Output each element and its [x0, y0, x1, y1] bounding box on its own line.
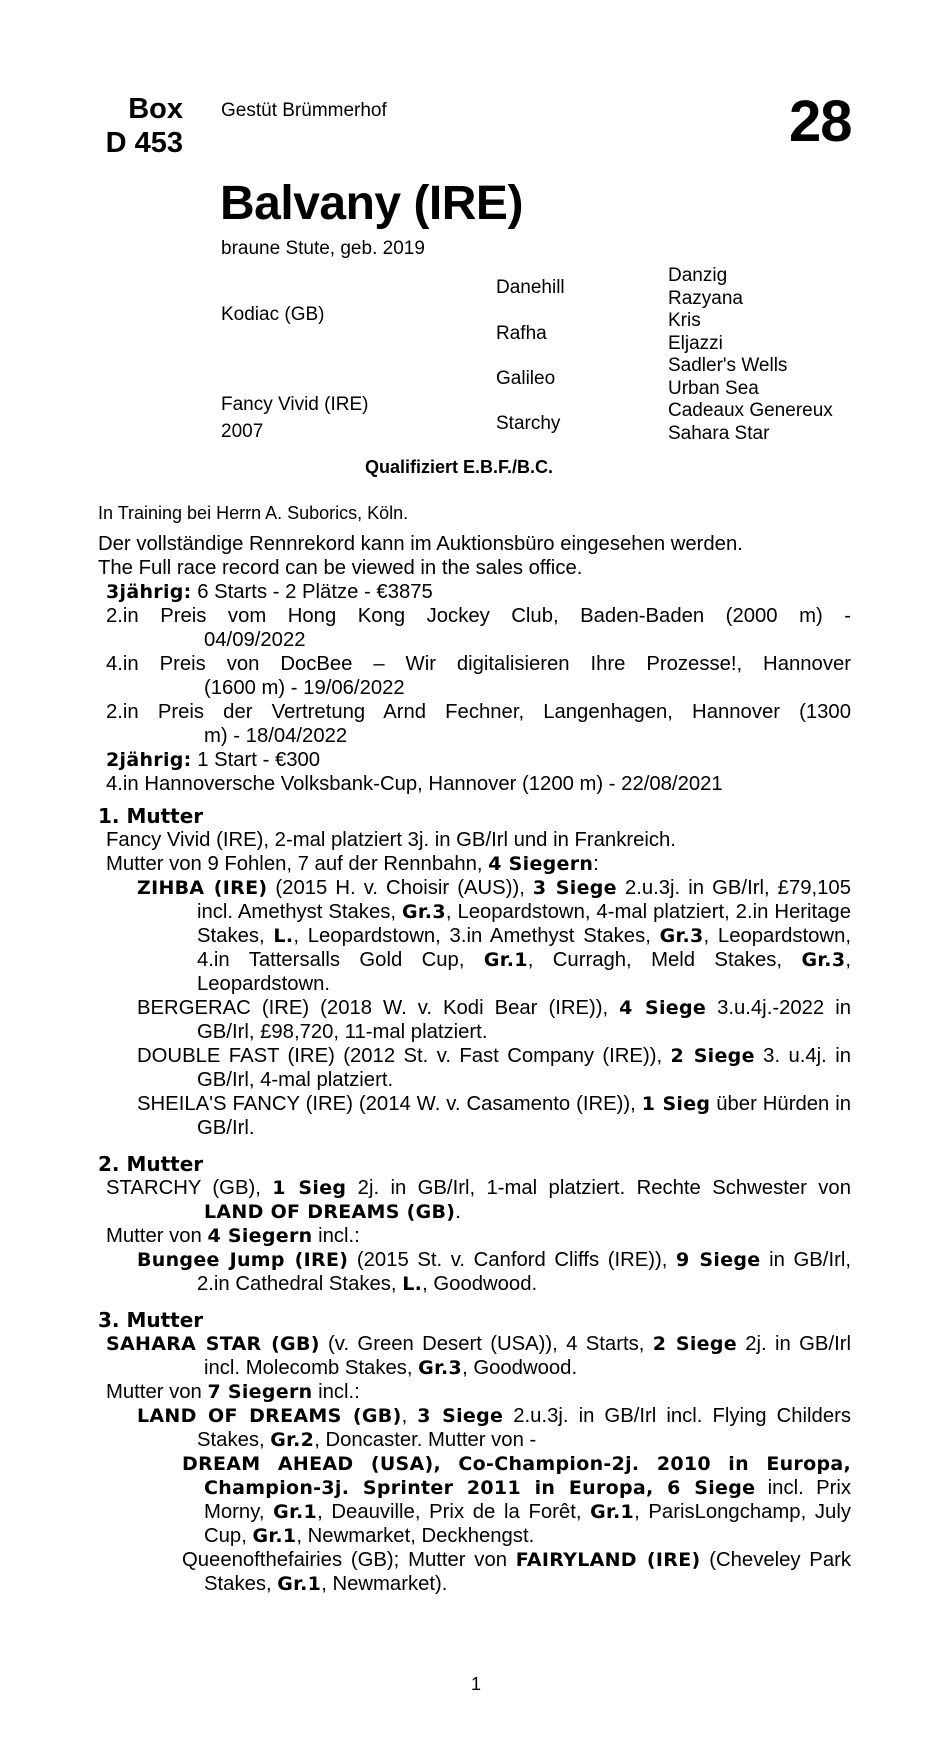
dam3-heading: 3. Mutter [98, 1308, 204, 1332]
horse-name: Balvany (IRE) [220, 177, 523, 230]
race-entry: 2.in Preis der Vertretung Arnd Fechner, Langenhagen, Hannover (1300 [106, 701, 851, 723]
offspring-land-of-dreams: LAND OF DREAMS (GB), 3 Siege 2.u.3j. in GB/Irl incl. Flying Childers Stakes, Gr.2, Doncaster. Mutter von - [137, 1405, 851, 1451]
record-note-de: Der vollständige Rennrekord kann im Auktionsbüro eingesehen werden. [98, 533, 743, 555]
dam2-starchy: STARCHY (GB), 1 Sieg 2j. in GB/Irl, 1-mal platziert. Rechte Schwester von LAND OF DREAMS (GB). [106, 1177, 851, 1223]
three-yo-summary: 3jährig: 6 Starts - 2 Plätze - €3875 [106, 581, 433, 603]
pedigree-sire-dam: Rafha [496, 323, 547, 344]
pedigree-ggp: Kris [668, 310, 701, 331]
pedigree-sire: Kodiac (GB) [221, 304, 325, 325]
box-label: Box [128, 93, 183, 125]
offspring-bungee-jump: Bungee Jump (IRE) (2015 St. v. Canford Cliffs (IRE)), 9 Siege in GB/Irl, 2.in Cathedral Stakes, L., Goodwood. [137, 1249, 851, 1295]
qualification: Qualifiziert E.B.F./B.C. [365, 457, 554, 477]
stud-name: Gestüt Brümmerhof [221, 100, 387, 121]
race-entry-cont: (1600 m) - 19/06/2022 [204, 677, 405, 699]
race-entry: 2.in Preis vom Hong Kong Jockey Club, Baden-Baden (2000 m) - [106, 605, 851, 627]
three-yo-label: 3jährig: [106, 581, 192, 603]
dam2-heading: 2. Mutter [98, 1152, 204, 1176]
training-note: In Training bei Herrn A. Suborics, Köln. [98, 503, 409, 523]
dam3-mother-of: Mutter von 7 Siegern incl.: [106, 1381, 360, 1403]
pedigree-ggp: Sadler's Wells [668, 355, 788, 376]
pedigree-dam-dam: Starchy [496, 413, 561, 434]
offspring-double-fast: DOUBLE FAST (IRE) (2012 St. v. Fast Company (IRE)), 2 Siege 3. u.4j. in GB/Irl, 4-mal platziert. [137, 1045, 851, 1091]
dam3-sahara-star: SAHARA STAR (GB) (v. Green Desert (USA)), 4 Starts, 2 Siege 2j. in GB/Irl incl. Molecomb Stakes, Gr.3, Goodwood. [106, 1333, 851, 1379]
record-note-en: The Full race record can be viewed in the sales office. [98, 557, 583, 579]
pedigree-dam-sire: Galileo [496, 368, 556, 389]
grandoffspring-queenofthefairies: Queenofthefairies (GB); Mutter von FAIRYLAND (IRE) (Cheveley Park Stakes, Gr.1, Newmarket). [182, 1549, 851, 1595]
dam1-heading: 1. Mutter [98, 804, 204, 828]
pedigree-dam: Fancy Vivid (IRE) [221, 394, 369, 415]
pedigree-dam-year: 2007 [221, 421, 264, 442]
offspring-zihba: ZIHBA (IRE) (2015 H. v. Choisir (AUS)), 3 Siege 2.u.3j. in GB/Irl, £79,105 incl. Amethyst Stakes, Gr.3, Leopardstown, 4-mal platziert, 2.in Heritage Stakes, L., Leopardstown, 3.in Amethyst Stakes, Gr.3, Leopardstown, 4.in Tattersalls Gold Cup, Gr.1, Curragh, Meld Stakes, Gr.3, Leopardstown. [137, 877, 851, 995]
pedigree-ggp: Eljazzi [668, 333, 723, 354]
dam1-line1: Fancy Vivid (IRE), 2-mal platziert 3j. in GB/Irl und in Frankreich. [106, 829, 676, 851]
race-entry: 4.in Hannoversche Volksbank-Cup, Hannover (1200 m) - 22/08/2021 [106, 773, 723, 795]
pedigree-ggp: Cadeaux Genereux [668, 400, 833, 421]
pedigree-ggp: Danzig [668, 265, 728, 286]
dam2-mother-of: Mutter von 4 Siegern incl.: [106, 1225, 360, 1247]
grandoffspring-dream-ahead: DREAM AHEAD (USA), Co-Champion-2j. 2010 in Europa, Champion-3j. Sprinter 2011 in Europa, 6 Siege incl. Prix Morny, Gr.1, Deauville, Prix de la Forêt, Gr.1, ParisLongchamp, July Cup, Gr.1, Newmarket, Deckhengst. [182, 1453, 851, 1547]
pedigree-ggp: Urban Sea [668, 378, 759, 399]
two-yo-summary: 2jährig: 1 Start - €300 [106, 749, 321, 771]
pedigree-ggp: Razyana [668, 288, 743, 309]
race-entry-cont: m) - 18/04/2022 [204, 725, 348, 747]
page-number: 1 [471, 1674, 482, 1694]
offspring-bergerac: BERGERAC (IRE) (2018 W. v. Kodi Bear (IRE)), 4 Siege 3.u.4j.-2022 in GB/Irl, £98,720, 11-mal platziert. [137, 997, 851, 1043]
race-entry: 4.in Preis von DocBee – Wir digitalisieren Ihre Prozesse!, Hannover [106, 653, 851, 675]
two-yo-label: 2jährig: [106, 749, 192, 771]
race-entry-cont: 04/09/2022 [204, 629, 306, 651]
pedigree-ggp: Sahara Star [668, 423, 770, 444]
box-number: D 453 [105, 127, 183, 159]
lot-number: 28 [789, 89, 852, 154]
pedigree-sire-sire: Danehill [496, 277, 565, 298]
dam1-line2: Mutter von 9 Fohlen, 7 auf der Rennbahn, 4 Siegern: [106, 853, 599, 875]
offspring-sheilas-fancy: SHEILA'S FANCY (IRE) (2014 W. v. Casamento (IRE)), 1 Sieg über Hürden in GB/Irl. [137, 1093, 851, 1139]
horse-description: braune Stute, geb. 2019 [221, 238, 425, 259]
